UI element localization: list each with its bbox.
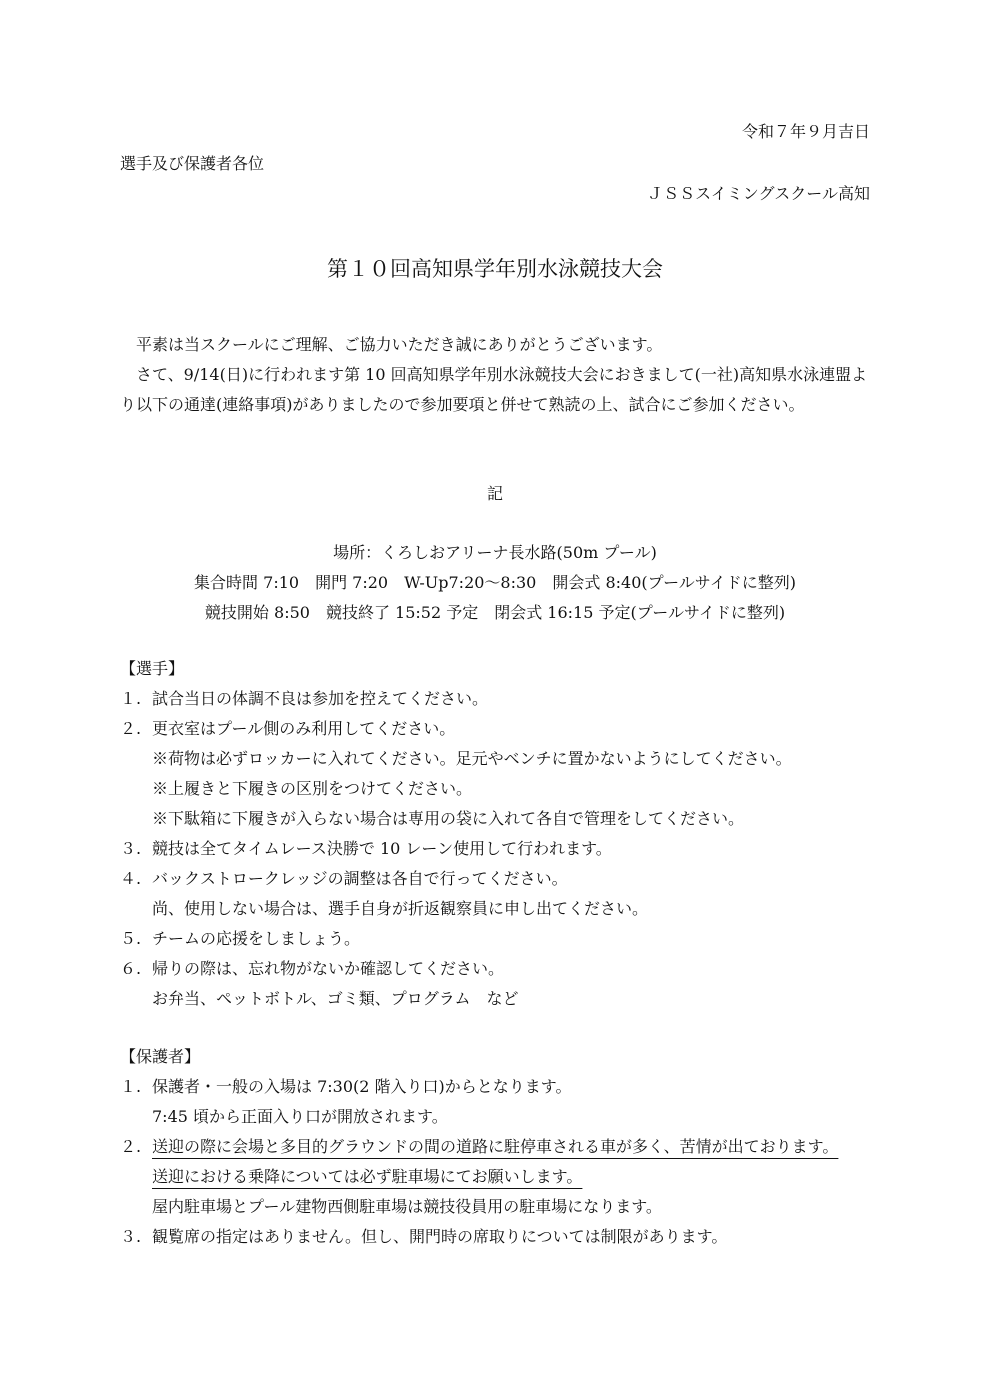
item-note: ※上履きと下履きの区別をつけてください。: [152, 779, 473, 798]
section-heading: 【保護者】: [120, 1047, 201, 1066]
item-note: ※下駄箱に下履きが入らない場合は専用の袋に入れて各自で管理をしてください。: [152, 809, 745, 828]
item-text-underlined: 送迎の際に会場と多目的グラウンドの間の道路に駐停車される車が多く、苦情が出ております。送迎における乗降については必ず駐車場にてお願いします。: [152, 1137, 839, 1186]
item-text: 帰りの際は、忘れ物がないか確認してください。: [152, 959, 505, 978]
intro-paragraph: さて、9/14(日)に行われます第 10 回高知県学年別水泳競技大会におきまして(一社)高知県水泳連盟より以下の通達(連絡事項)がありましたので参加要項と併せて熟読の上、試合にご参加ください。: [120, 365, 868, 414]
addressee: 選手及び保護者各位: [120, 154, 265, 173]
item-text: 保護者・一般の入場は 7:30(2 階入り口)からとなります。: [152, 1077, 572, 1096]
schedule-line: 競技開始 8:50 競技終了 15:52 予定 閉会式 16:15 予定(プールサイドに整列): [204, 603, 786, 622]
players-section: [120, 654, 880, 1014]
item-note: 尚、使用しない場合は、選手自身が折返観察員に申し出てください。: [152, 899, 649, 918]
item-number: ３.: [120, 839, 142, 858]
list-item: [120, 1132, 880, 1192]
list-item: [120, 1222, 880, 1252]
ki-heading: 記: [486, 484, 503, 503]
item-number: ３.: [120, 1227, 142, 1246]
item-text: 競技は全てタイムレース決勝で 10 レーン使用して行われます。: [152, 839, 612, 858]
list-item: [120, 714, 880, 744]
document-title: 第１０回高知県学年別水泳競技大会: [327, 257, 663, 281]
item-number: １.: [120, 689, 142, 708]
list-item: [120, 924, 880, 954]
venue-line: 場所：くろしおアリーナ長水路(50m プール): [333, 543, 657, 562]
schedule-line: 集合時間 7:10 開門 7:20 W-Up7:20～8:30 開会式 8:40(プールサイドに整列): [194, 573, 796, 592]
section-heading: 【選手】: [120, 659, 185, 678]
item-number: ４.: [120, 869, 142, 888]
item-text: バックストロークレッジの調整は各自で行ってください。: [152, 869, 568, 888]
list-item: [120, 834, 880, 864]
event-info: [0, 538, 990, 628]
item-number: １.: [120, 1077, 142, 1096]
item-text: チームの応援をしましょう。: [152, 929, 361, 948]
item-number: ６.: [120, 959, 142, 978]
item-note: 7:45 頃から正面入り口が開放されます。: [152, 1107, 448, 1126]
item-text: 更衣室はプール側のみ利用してください。: [152, 719, 456, 738]
intro-text: [120, 330, 870, 420]
item-text: 試合当日の体調不良は参加を控えてください。: [152, 689, 489, 708]
intro-paragraph: 平素は当スクールにご理解、ご協力いただき誠にありがとうございます。: [136, 335, 663, 354]
list-item: [120, 954, 880, 984]
item-note: 屋内駐車場とプール建物西側駐車場は競技役員用の駐車場になります。: [152, 1197, 662, 1216]
document-date: 令和７年９月吉日: [741, 122, 870, 141]
item-number: ２.: [120, 719, 142, 738]
item-note: ※荷物は必ずロッカーに入れてください。足元やベンチに置かないようにしてください。: [152, 749, 792, 768]
guardians-section: [120, 1042, 880, 1252]
list-item: [120, 684, 880, 714]
item-note: お弁当、ペットボトル、ゴミ類、プログラム など: [152, 989, 519, 1008]
item-text: 観覧席の指定はありません。但し、開門時の席取りについては制限があります。: [152, 1227, 728, 1246]
list-item: [120, 1072, 880, 1102]
item-number: ２.: [120, 1137, 142, 1156]
sender: ＪＳＳスイミングスクール高知: [647, 184, 870, 203]
list-item: [120, 864, 880, 894]
item-number: ５.: [120, 929, 142, 948]
